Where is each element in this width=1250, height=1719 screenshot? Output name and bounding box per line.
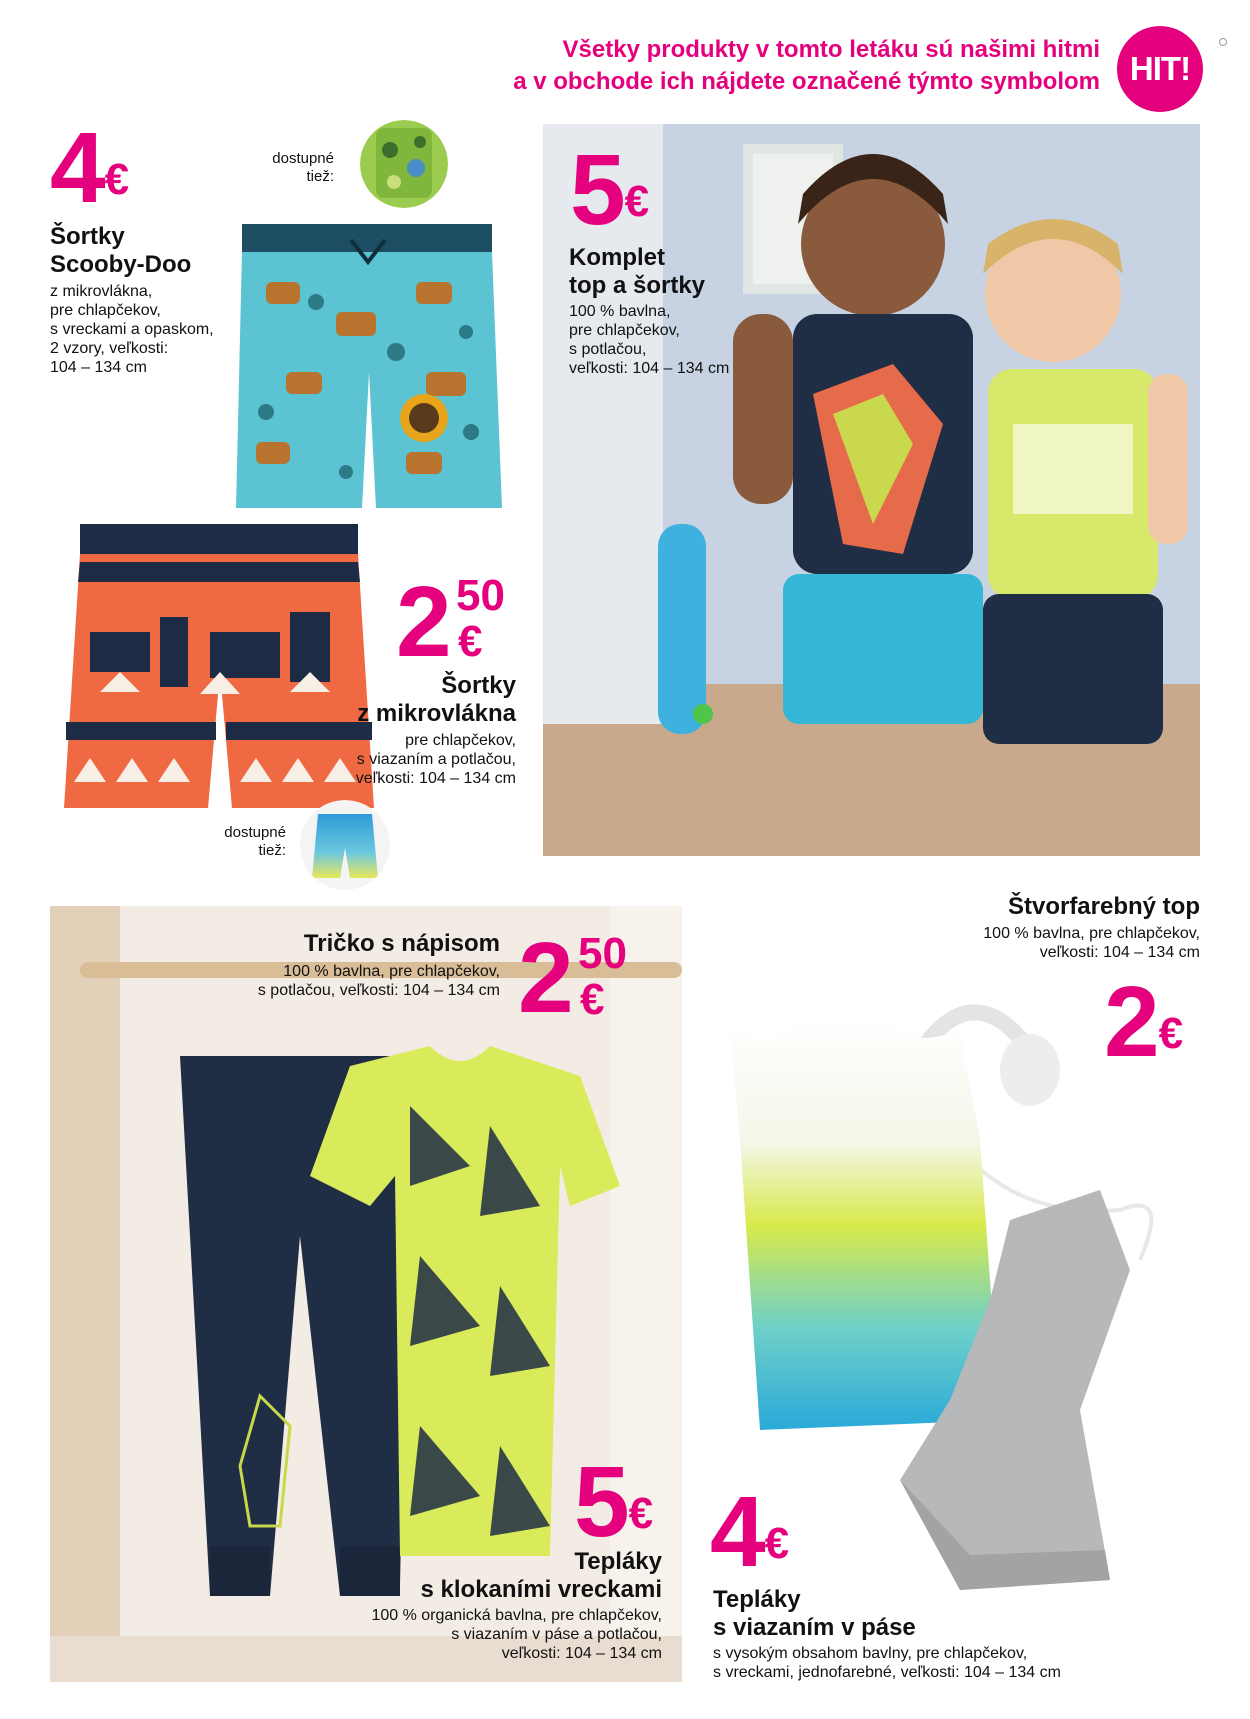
kangaroo-pants-title: Tepláky s klokaními vreckami [420, 1548, 662, 1603]
scooby-price: 4€ [50, 112, 130, 224]
set-price: 5€ [570, 134, 650, 246]
tie-pants-description: s vysokým obsahom bavlny, pre chlapčekov, s vreckami, jednofarebné, veľkosti: 104 – 134 cm [713, 1645, 1061, 1681]
scooby-swatch-image [360, 120, 448, 208]
scooby-also-available: dostupné tiež: [272, 150, 334, 185]
micro-shorts-description: pre chlapčekov, s viazaním a potlačou, veľkosti: 104 – 134 cm [355, 732, 516, 787]
scooby-title: Šortky Scooby-Doo [50, 223, 192, 278]
blue-swatch-image [300, 800, 390, 890]
scooby-shorts-image [226, 222, 512, 512]
registered-mark-icon [1219, 38, 1227, 46]
kangaroo-pants-price: 5€ [574, 1446, 654, 1558]
micro-shorts-title: Šortky z mikrovlákna [357, 672, 516, 727]
micro-shorts-also-available: dostupné tiež: [224, 824, 286, 859]
tshirt-price: 2 50 € [518, 922, 627, 1034]
scooby-description: z mikrovlákna, pre chlapčekov, s vreckami a opaskom, 2 vzory, veľkosti: 104 – 134 cm [50, 283, 214, 376]
tie-pants-price: 4€ [710, 1476, 790, 1588]
set-title: Komplet top a šortky [569, 244, 706, 299]
header-line-2: a v obchode ich nájdete označené týmto symbolom [513, 68, 1100, 95]
kangaroo-pants-description: 100 % organická bavlna, pre chlapčekov, s viazaním v páse a potlačou, veľkosti: 104 – 134 cm [371, 1607, 662, 1662]
tshirt-title: Tričko s nápisom [303, 930, 500, 957]
tshirt-description: 100 % bavlna, pre chlapčekov, s potlačou, veľkosti: 104 – 134 cm [257, 963, 500, 999]
micro-shorts-price: 2 50 € [396, 566, 505, 678]
four-color-top-title: Štvorfarebný top [1007, 893, 1200, 920]
four-color-top-price: 2€ [1104, 966, 1184, 1078]
hit-badge: HIT! [1117, 26, 1203, 112]
set-description: 100 % bavlna, pre chlapčekov, s potlačou, veľkosti: 104 – 134 cm [569, 303, 730, 377]
header-line-1: Všetky produkty v tomto letáku sú našimi hitmi [562, 36, 1100, 63]
tie-pants-title: Tepláky s viazaním v páse [713, 1586, 916, 1641]
four-color-top-description: 100 % bavlna, pre chlapčekov, veľkosti: 104 – 134 cm [983, 925, 1200, 961]
